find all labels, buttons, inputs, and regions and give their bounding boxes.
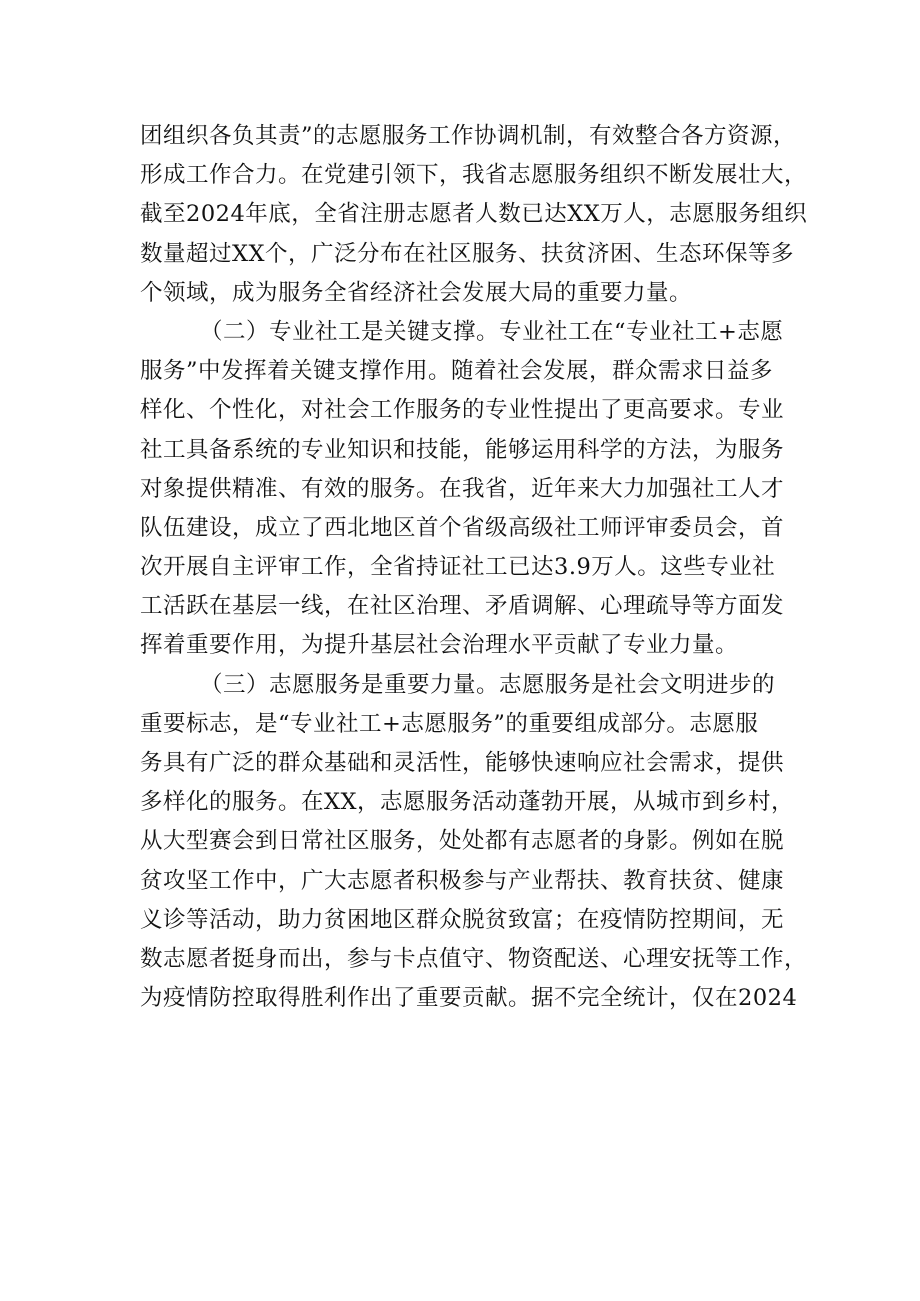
text-line: （三）志愿服务是重要力量。志愿服务是社会文明进步的 xyxy=(200,671,776,698)
text-line: 社工具备系统的专业知识和技能，能够运用科学的方法，为服务 xyxy=(140,436,785,463)
paragraph-3 xyxy=(140,666,808,1019)
text-line: 务具有广泛的群众基础和灵活性，能够快速响应社会需求，提供 xyxy=(140,750,785,776)
text-line: 数量超过XX个，广泛分布在社区服务、扶贫济困、生态环保等多 xyxy=(140,240,795,267)
text-line: 工活跃在基层一线，在社区治理、矛盾调解、心理疏导等方面发 xyxy=(140,593,785,620)
paragraph-2 xyxy=(140,313,792,666)
text-line: 挥着重要作用，为提升基层社会治理水平贡献了专业力量。 xyxy=(140,632,739,659)
text-line: 截至2024年底，全省注册志愿者人数已达XX万人，志愿服务组织 xyxy=(140,201,808,228)
text-line: 数志愿者挺身而出，参与卡点值守、物资配送、心理安抚等工作， xyxy=(140,945,808,972)
text-line: 服务”中发挥着关键支撑作用。随着社会发展，群众需求日益多 xyxy=(140,358,774,385)
text-line: （二）专业社工是关键支撑。专业社工在“专业社工+志愿 xyxy=(200,318,784,345)
text-line: 个领域，成为服务全省经济社会发展大局的重要力量。 xyxy=(140,279,693,306)
text-line: 贫攻坚工作中，广大志愿者积极参与产业帮扶、教育扶贫、健康 xyxy=(140,867,785,894)
text-line: 次开展自主评审工作，全省持证社工已达3.9万人。这些专业社 xyxy=(140,554,776,581)
document-body xyxy=(140,117,808,1018)
paragraph-1 xyxy=(140,117,808,313)
text-line: 团组织各负其责”的志愿服务工作协调机制，有效整合各方资源， xyxy=(140,123,797,149)
text-line: 义诊等活动，助力贫困地区群众脱贫致富；在疫情防控期间，无 xyxy=(140,906,785,933)
text-line: 多样化的服务。在XX，志愿服务活动蓬勃开展，从城市到乡村， xyxy=(140,789,795,816)
text-line: 样化、个性化，对社会工作服务的专业性提出了更高要求。专业 xyxy=(140,397,785,424)
text-line: 队伍建设，成立了西北地区首个省级高级社工师评审委员会，首 xyxy=(140,514,785,541)
text-line: 为疫情防控取得胜利作出了重要贡献。据不完全统计，仅在2024 xyxy=(140,985,798,1012)
text-line: 重要标志，是“专业社工+志愿服务”的重要组成部分。志愿服 xyxy=(140,710,759,737)
text-line: 对象提供精准、有效的服务。在我省，近年来大力加强社工人才 xyxy=(140,475,785,502)
text-line: 形成工作合力。在党建引领下，我省志愿服务组织不断发展壮大， xyxy=(140,162,808,189)
text-line: 从大型赛会到日常社区服务，处处都有志愿者的身影。例如在脱 xyxy=(140,828,785,855)
